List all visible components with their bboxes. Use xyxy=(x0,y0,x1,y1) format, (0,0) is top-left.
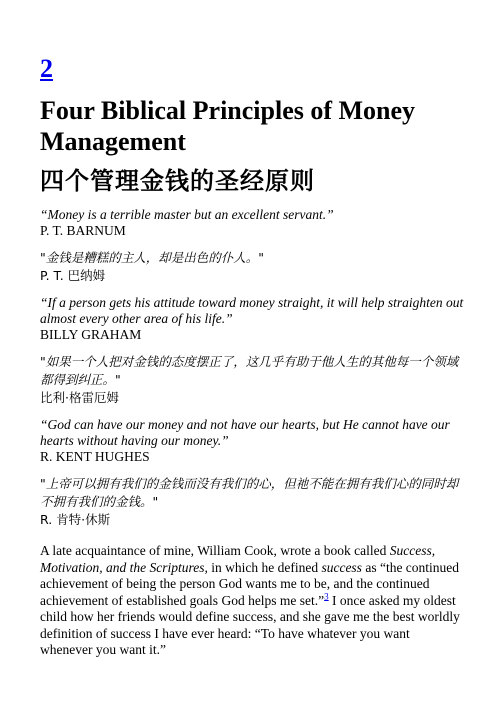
epigraph-quote xyxy=(40,295,465,343)
body-text: in which he defined xyxy=(207,559,322,575)
footnote-link[interactable]: 3 xyxy=(324,591,329,601)
epigraph-quote-translation xyxy=(40,475,465,529)
body-paragraph xyxy=(40,543,465,659)
chapter-number-link[interactable]: 2 xyxy=(40,54,53,83)
quote-author: P. T. BARNUM xyxy=(40,223,126,238)
quote-text: “God can have our money and not have our hearts, but He cannot have our hearts without having our money.” xyxy=(40,417,450,448)
quote-text: “If a person gets his attitude toward money straight, it will help straighten out almost every other area of his life.” xyxy=(40,295,464,326)
emphasis-word: success xyxy=(321,559,362,575)
body-text: as “the continued achievement of being the person God wants me to be, and the continued achievement of established goals God helps me set.” xyxy=(40,559,460,608)
epigraph-quote-translation xyxy=(40,353,465,407)
body-text: I once asked my oldest child how her friends would define success, and she gave me the best worldly definition of success I have ever heard: “To have whatever you want whenever you want it.” xyxy=(40,592,460,657)
body-text: A late acquaintance of mine, William Cook, wrote a book called xyxy=(40,543,390,558)
quote-text: "金钱是糟糕的主人，却是出色的仆人。" xyxy=(40,250,264,265)
quote-author: R. KENT HUGHES xyxy=(40,449,150,464)
quote-author: BILLY GRAHAM xyxy=(40,327,142,342)
quote-author: 比利·格雷厄姆 xyxy=(40,390,119,405)
quote-author: R. 肯特·休斯 xyxy=(40,512,111,527)
epigraph-quote xyxy=(40,417,465,465)
chapter-title-english: Four Biblical Principles of Money Management xyxy=(40,96,416,156)
chapter-title-chinese: 四个管理金钱的圣经原则 xyxy=(40,167,315,195)
book-title: Success, Motivation, and the Scriptures, xyxy=(40,543,436,575)
quote-author: P. T. 巴纳姆 xyxy=(40,268,106,283)
quote-text: "上帝可以拥有我们的金钱而没有我们的心，但祂不能在拥有我们心的同时却不拥有我们的金钱。" xyxy=(40,476,459,509)
page-content xyxy=(40,52,465,672)
quote-text: “Money is a terrible master but an excellent servant.” xyxy=(40,207,334,222)
epigraph-quote-translation xyxy=(40,249,465,285)
quote-text: "如果一个人把对金钱的态度摆正了，这几乎有助于他人生的其他每一个领域都得到纠正。" xyxy=(40,354,459,387)
epigraph-quote xyxy=(40,207,465,239)
